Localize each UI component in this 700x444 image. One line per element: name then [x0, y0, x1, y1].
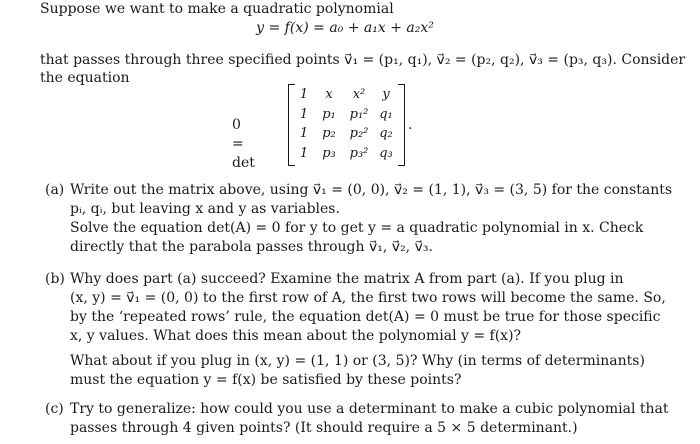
- intro-line-2: that passes through three specified points v⃗₁ = (p₁, q₁), v⃗₂ = (p₂, q₂), v⃗₃ = (p₃, q₃). Consider: [40, 52, 686, 68]
- part-b-line-3: by the ‘repeated rows’ rule, the equation det(A) = 0 must be true for those specific: [70, 309, 661, 325]
- matrix-cell: x²: [352, 87, 366, 102]
- part-b-line-5: What about if you plug in (x, y) = (1, 1) or (3, 5)? Why (in terms of determinants): [70, 353, 645, 369]
- matrix-cell: y: [382, 87, 390, 102]
- intro-line-3: the equation: [40, 70, 130, 86]
- matrix-cell: p₂²: [349, 126, 369, 141]
- part-a-line-4: directly that the parabola passes through v⃗₁, v⃗₂, v⃗₃.: [70, 239, 433, 255]
- matrix-cell: q₁: [379, 106, 393, 122]
- matrix-cell: p₁²: [349, 106, 369, 122]
- matrix-cell: p₁: [322, 106, 336, 122]
- matrix-grid: [294, 85, 404, 163]
- part-c-line-1: Try to generalize: how could you use a determinant to make a cubic polynomial that: [70, 401, 669, 417]
- matrix-cell: p₂: [322, 126, 336, 141]
- part-a-line-3: Solve the equation det(A) = 0 for y to get y = a quadratic polynomial in x. Check: [70, 220, 644, 236]
- right-bracket: [398, 84, 405, 166]
- part-c-label: (c): [45, 401, 64, 417]
- matrix-cell: q₂: [379, 126, 393, 141]
- matrix-cell: q₃: [379, 145, 393, 161]
- part-b-line-2: (x, y) = v⃗₁ = (0, 0) to the first row of A, the first two rows will become the same. So,: [70, 290, 666, 306]
- matrix-cell: x: [325, 87, 333, 102]
- part-a-label: (a): [45, 182, 65, 198]
- part-b-line-4: x, y values. What does this mean about the polynomial y = f(x)?: [70, 328, 522, 344]
- matrix-cell: 1: [299, 106, 309, 122]
- part-b-line-6: must the equation y = f(x) be satisfied by these points?: [70, 372, 462, 388]
- part-c-line-2: passes through 4 given points? (It should require a 5 × 5 determinant.): [70, 420, 578, 436]
- part-b-line-1: Why does part (a) succeed? Examine the matrix A from part (a). If you plug in: [70, 271, 624, 287]
- part-b-label: (b): [45, 271, 65, 287]
- matrix-cell: p₃: [322, 145, 336, 161]
- matrix-period: .: [408, 117, 413, 133]
- intro-line-1: Suppose we want to make a quadratic polynomial: [40, 1, 394, 17]
- part-a-line-1: Write out the matrix above, using v⃗₁ = (0, 0), v⃗₂ = (1, 1), v⃗₃ = (3, 5) for the constants: [70, 182, 673, 198]
- matrix-cell: 1: [299, 145, 309, 161]
- det-lhs: 0 = det: [232, 117, 255, 171]
- display-equation: y = f(x) = a₀ + a₁x + a₂x²: [256, 20, 434, 36]
- matrix-cell: 1: [299, 87, 309, 102]
- part-a-line-2: pᵢ, qᵢ, but leaving x and y as variables.: [70, 201, 340, 217]
- matrix-cell: p₃²: [349, 145, 369, 161]
- matrix-cell: 1: [299, 126, 309, 141]
